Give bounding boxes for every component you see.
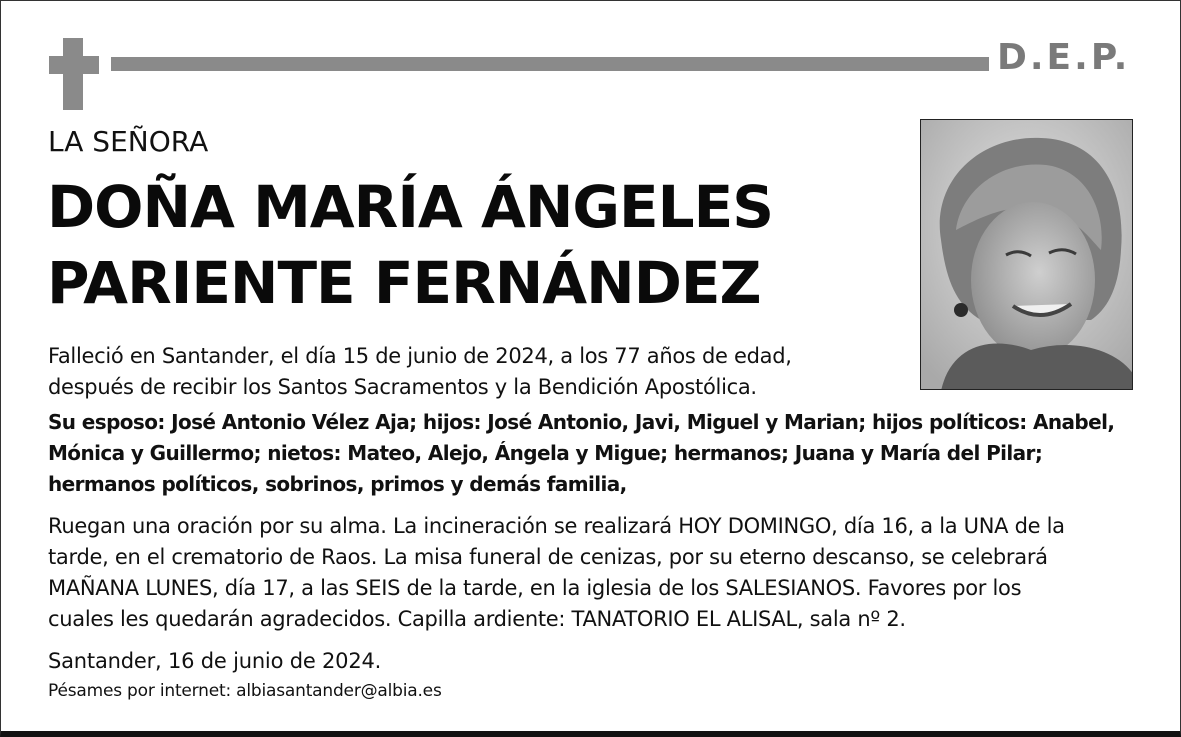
text-line: Ruegan una oración por su alma. La incineración se realizará HOY DOMINGO, día 16, a la UNA de la: [48, 514, 1065, 538]
text-line: Mónica y Guillermo; nietos: Mateo, Alejo, Ángela y Migue; hermanos; Juana y María del Pilar;: [48, 441, 1043, 465]
deceased-name: [47, 169, 773, 321]
text-line: hermanos políticos, sobrinos, primos y demás familia,: [48, 472, 627, 496]
text-line: Falleció en Santander, el día 15 de junio de 2024, a los 77 años de edad,: [48, 344, 792, 368]
dep-label: D.E.P.: [997, 37, 1131, 78]
text-line: después de recibir los Santos Sacramentos y la Bendición Apostólica.: [48, 375, 757, 399]
place-date: Santander, 16 de junio de 2024.: [48, 649, 382, 673]
death-notice: [48, 341, 792, 403]
intro-title: LA SEÑORA: [48, 125, 209, 158]
name-line: DOÑA MARÍA ÁNGELES: [47, 173, 774, 241]
name-line: PARIENTE FERNÁNDEZ: [47, 249, 761, 317]
text-line: Su esposo: José Antonio Vélez Aja; hijos: José Antonio, Javi, Miguel y Marian; hijos políticos: Anabel,: [48, 410, 1115, 434]
cross-icon-bar: [49, 56, 99, 74]
portrait-image: [921, 120, 1133, 390]
condolences-email: Pésames por internet: albiasantander@albia.es: [48, 681, 442, 701]
family-list: [48, 407, 1114, 500]
ceremony-details: [48, 511, 1065, 635]
header-rule: [111, 57, 989, 71]
portrait-photo: [920, 119, 1133, 390]
text-line: cuales les quedarán agradecidos. Capilla ardiente: TANATORIO EL ALISAL, sala nº 2.: [48, 607, 906, 631]
text-line: MAÑANA LUNES, día 17, a las SEIS de la tarde, en la iglesia de los SALESIANOS. Favores por los: [48, 576, 1022, 600]
cross-icon: [63, 38, 83, 110]
text-line: tarde, en el crematorio de Raos. La misa funeral de cenizas, por su eterno descanso, se celebrará: [48, 545, 1048, 569]
